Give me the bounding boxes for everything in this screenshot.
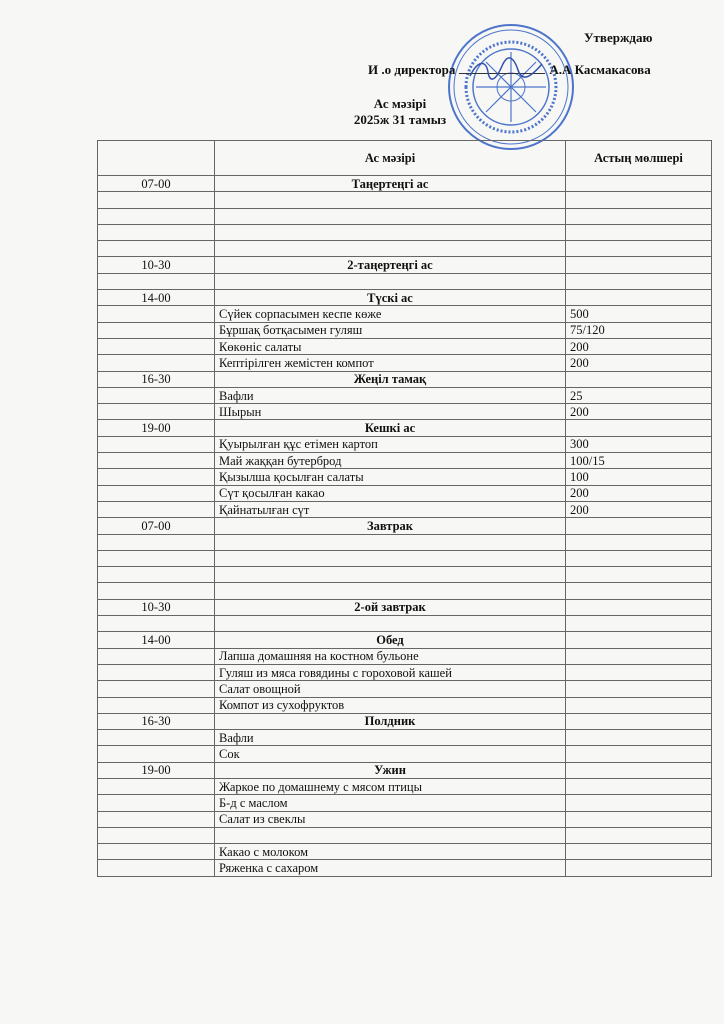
time-cell: 07-00 — [98, 518, 215, 534]
amount-cell — [566, 697, 712, 713]
dish-name: Салат из свеклы — [215, 811, 566, 827]
meal-heading-row — [98, 762, 712, 778]
time-cell — [98, 811, 215, 827]
table-header-row — [98, 141, 712, 176]
time-cell — [98, 664, 215, 680]
time-cell — [98, 860, 215, 876]
amount-cell — [566, 518, 712, 534]
table-row — [98, 778, 712, 794]
time-cell — [98, 550, 215, 566]
table-row — [98, 241, 712, 257]
time-cell — [98, 322, 215, 338]
table-row — [98, 746, 712, 762]
amount-cell — [566, 290, 712, 306]
meal-heading: Ужин — [215, 762, 566, 778]
dish-name: Какао с молоком — [215, 844, 566, 860]
table-row — [98, 306, 712, 322]
time-cell — [98, 697, 215, 713]
dish-name: Сүт қосылған какао — [215, 485, 566, 501]
dish-name: Сок — [215, 746, 566, 762]
dish-name: Қызылша қосылған салаты — [215, 469, 566, 485]
table-row — [98, 208, 712, 224]
meal-heading-row — [98, 371, 712, 387]
meal-heading: Завтрак — [215, 518, 566, 534]
time-cell — [98, 224, 215, 240]
amount-cell — [566, 420, 712, 436]
table-row — [98, 224, 712, 240]
amount-cell: 200 — [566, 404, 712, 420]
table-row — [98, 681, 712, 697]
amount-cell — [566, 632, 712, 648]
dish-name — [215, 616, 566, 632]
meal-heading: 2-ой завтрак — [215, 599, 566, 615]
table-row — [98, 469, 712, 485]
dish-name: Компот из сухофруктов — [215, 697, 566, 713]
time-cell — [98, 355, 215, 371]
time-cell — [98, 436, 215, 452]
time-cell — [98, 273, 215, 289]
header-time-cell — [98, 141, 215, 176]
time-cell — [98, 387, 215, 403]
dish-name — [215, 192, 566, 208]
table-row — [98, 616, 712, 632]
time-cell — [98, 730, 215, 746]
signature-icon — [466, 54, 546, 84]
time-cell — [98, 616, 215, 632]
dish-name: Ряженка с сахаром — [215, 860, 566, 876]
approve-label: Утверждаю — [584, 30, 653, 45]
meal-heading: Полдник — [215, 713, 566, 729]
time-cell — [98, 306, 215, 322]
dish-name: Сүйек сорпасымен кеспе көже — [215, 306, 566, 322]
amount-cell: 100/15 — [566, 453, 712, 469]
time-cell — [98, 404, 215, 420]
table-row — [98, 648, 712, 664]
table-row — [98, 338, 712, 354]
table-row — [98, 192, 712, 208]
time-cell: 10-30 — [98, 257, 215, 273]
dish-name: Лапша домашняя на костном бульоне — [215, 648, 566, 664]
table-row — [98, 730, 712, 746]
amount-cell: 500 — [566, 306, 712, 322]
table-row — [98, 355, 712, 371]
amount-cell — [566, 730, 712, 746]
time-cell — [98, 648, 215, 664]
time-cell — [98, 241, 215, 257]
meal-heading-row — [98, 518, 712, 534]
amount-cell — [566, 583, 712, 599]
director-label: И .о директора — [368, 62, 456, 77]
time-cell — [98, 192, 215, 208]
time-cell — [98, 501, 215, 517]
amount-cell — [566, 192, 712, 208]
dish-name: Қуырылған құс етімен картоп — [215, 436, 566, 452]
table-row — [98, 844, 712, 860]
table-row — [98, 697, 712, 713]
dish-name: Салат овощной — [215, 681, 566, 697]
amount-cell: 200 — [566, 355, 712, 371]
director-name: А.А Касмакасова — [549, 62, 651, 77]
amount-cell — [566, 778, 712, 794]
amount-cell — [566, 681, 712, 697]
amount-cell — [566, 208, 712, 224]
meal-heading: 2-таңертеңгі ас — [215, 257, 566, 273]
dish-name: Шырын — [215, 404, 566, 420]
time-cell — [98, 681, 215, 697]
amount-cell — [566, 371, 712, 387]
header-menu-cell: Ас мәзірі — [215, 141, 566, 176]
amount-cell — [566, 599, 712, 615]
table-row — [98, 567, 712, 583]
amount-cell — [566, 550, 712, 566]
dish-name — [215, 534, 566, 550]
amount-cell — [566, 811, 712, 827]
amount-cell: 25 — [566, 387, 712, 403]
time-cell — [98, 338, 215, 354]
time-cell — [98, 485, 215, 501]
time-cell — [98, 827, 215, 843]
meal-heading: Жеңіл тамақ — [215, 371, 566, 387]
time-cell — [98, 567, 215, 583]
amount-cell — [566, 241, 712, 257]
amount-cell — [566, 224, 712, 240]
amount-cell: 75/120 — [566, 322, 712, 338]
table-row — [98, 534, 712, 550]
dish-name: Гуляш из мяса говядины с гороховой кашей — [215, 664, 566, 680]
dish-name — [215, 224, 566, 240]
dish-name: Кептірілген жемістен компот — [215, 355, 566, 371]
dish-name: Бұршақ ботқасымен гуляш — [215, 322, 566, 338]
table-row — [98, 501, 712, 517]
table-row — [98, 550, 712, 566]
menu-title: Ас мәзірі — [373, 96, 427, 111]
dish-name: Май жаққан бутерброд — [215, 453, 566, 469]
dish-name: Вафли — [215, 387, 566, 403]
table-row — [98, 436, 712, 452]
amount-cell — [566, 567, 712, 583]
amount-cell — [566, 746, 712, 762]
dish-name: Вафли — [215, 730, 566, 746]
meal-heading-row — [98, 599, 712, 615]
meal-heading: Таңертеңгі ас — [215, 176, 566, 192]
time-cell — [98, 583, 215, 599]
table-row — [98, 453, 712, 469]
official-seal-icon — [446, 22, 576, 152]
table-row — [98, 485, 712, 501]
time-cell: 14-00 — [98, 632, 215, 648]
amount-cell — [566, 844, 712, 860]
time-cell — [98, 746, 215, 762]
dish-name: Қайнатылған сүт — [215, 501, 566, 517]
table-row — [98, 860, 712, 876]
table-row — [98, 583, 712, 599]
table-row — [98, 795, 712, 811]
table-row — [98, 827, 712, 843]
dish-name — [215, 273, 566, 289]
amount-cell — [566, 176, 712, 192]
time-cell — [98, 208, 215, 224]
menu-table — [97, 140, 712, 877]
time-cell — [98, 469, 215, 485]
meal-heading-row — [98, 713, 712, 729]
dish-name — [215, 567, 566, 583]
time-cell — [98, 778, 215, 794]
amount-cell — [566, 795, 712, 811]
amount-cell — [566, 257, 712, 273]
dish-name — [215, 827, 566, 843]
time-cell — [98, 534, 215, 550]
meal-heading-row — [98, 632, 712, 648]
dish-name — [215, 208, 566, 224]
time-cell — [98, 844, 215, 860]
time-cell: 14-00 — [98, 290, 215, 306]
table-row — [98, 664, 712, 680]
meal-heading-row — [98, 290, 712, 306]
dish-name: Жаркое по домашнему с мясом птицы — [215, 778, 566, 794]
time-cell: 07-00 — [98, 176, 215, 192]
amount-cell — [566, 713, 712, 729]
time-cell: 19-00 — [98, 420, 215, 436]
amount-cell: 200 — [566, 338, 712, 354]
meal-heading-row — [98, 176, 712, 192]
amount-cell: 200 — [566, 485, 712, 501]
time-cell: 19-00 — [98, 762, 215, 778]
dish-name — [215, 583, 566, 599]
time-cell: 16-30 — [98, 713, 215, 729]
amount-cell: 100 — [566, 469, 712, 485]
dish-name — [215, 550, 566, 566]
amount-cell — [566, 648, 712, 664]
meal-heading: Кешкі ас — [215, 420, 566, 436]
meal-heading-row — [98, 257, 712, 273]
amount-cell: 300 — [566, 436, 712, 452]
dish-name: Б-д с маслом — [215, 795, 566, 811]
table-row — [98, 322, 712, 338]
header-amount-cell: Астың мөлшері — [566, 141, 712, 176]
meal-heading: Түскі ас — [215, 290, 566, 306]
time-cell: 10-30 — [98, 599, 215, 615]
amount-cell — [566, 534, 712, 550]
time-cell — [98, 795, 215, 811]
amount-cell — [566, 827, 712, 843]
table-row — [98, 811, 712, 827]
amount-cell — [566, 762, 712, 778]
time-cell: 16-30 — [98, 371, 215, 387]
meal-heading: Обед — [215, 632, 566, 648]
document-title — [300, 96, 500, 128]
table-row — [98, 404, 712, 420]
meal-heading-row — [98, 420, 712, 436]
table-row — [98, 387, 712, 403]
time-cell — [98, 453, 215, 469]
dish-name: Көкөніс салаты — [215, 338, 566, 354]
table-row — [98, 273, 712, 289]
amount-cell — [566, 616, 712, 632]
menu-date: 2025ж 31 тамыз — [353, 112, 447, 127]
amount-cell — [566, 273, 712, 289]
dish-name — [215, 241, 566, 257]
amount-cell — [566, 860, 712, 876]
amount-cell: 200 — [566, 501, 712, 517]
amount-cell — [566, 664, 712, 680]
